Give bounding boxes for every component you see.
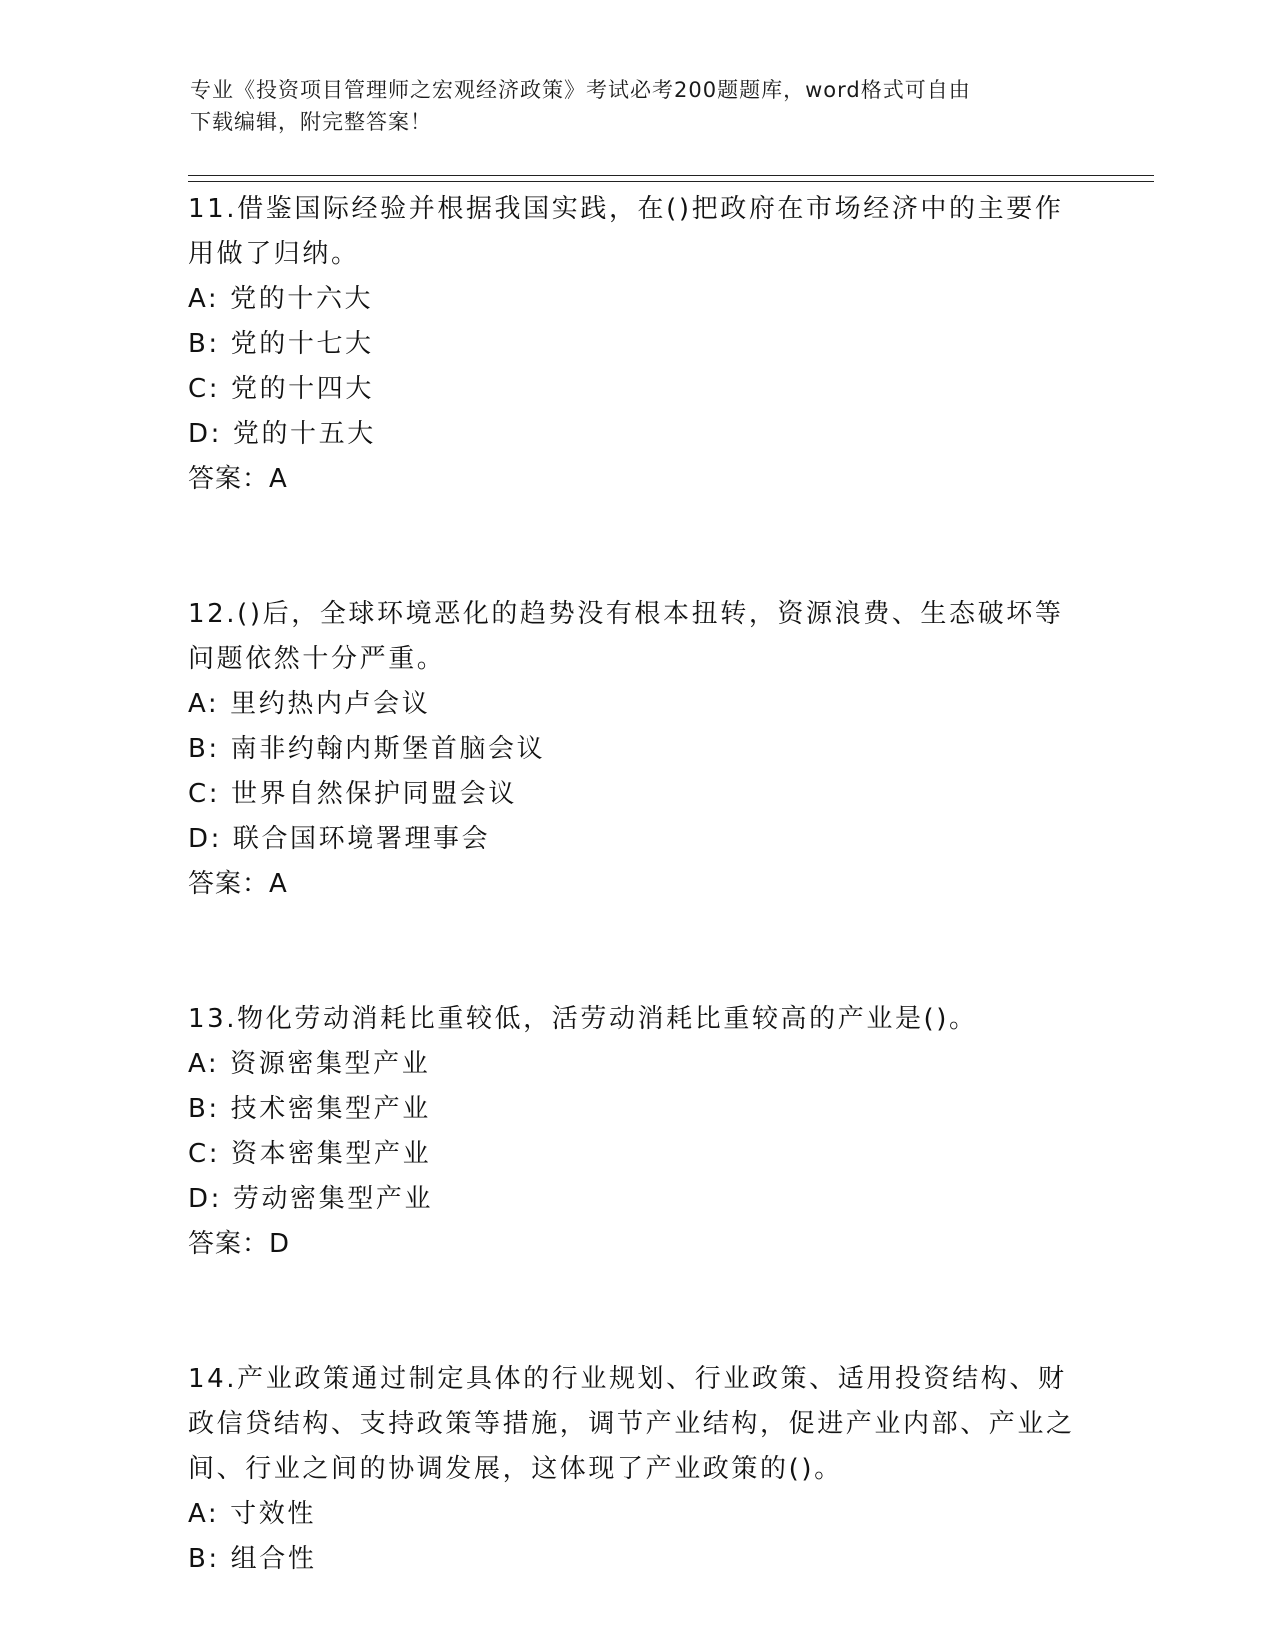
- option-b: B: 党的十七大: [188, 329, 374, 359]
- option-c: C: 党的十四大: [188, 374, 374, 404]
- question-spacer: [188, 1267, 1088, 1357]
- answer: 答案：A: [188, 869, 288, 899]
- question-text: 11.借鉴国际经验并根据我国实践，在()把政府在市场经济中的主要作用做了归纳。: [188, 194, 1064, 269]
- option-c: C: 世界自然保护同盟会议: [188, 779, 517, 809]
- answer: 答案：A: [188, 464, 288, 494]
- option-c: C: 资本密集型产业: [188, 1139, 432, 1169]
- question-12: [188, 592, 1088, 907]
- header-line-2: 下载编辑，附完整答案！: [190, 110, 432, 134]
- question-text: 14.产业政策通过制定具体的行业规划、行业政策、适用投资结构、财政信贷结构、支持政策等措施，调节产业结构，促进产业内部、产业之间、行业之间的协调发展，这体现了产业政策的()。: [188, 1364, 1075, 1484]
- option-a: A: 资源密集型产业: [188, 1049, 431, 1079]
- question-text: 13.物化劳动消耗比重较低，活劳动消耗比重较高的产业是()。: [188, 1004, 978, 1034]
- question-spacer: [188, 907, 1088, 997]
- option-b: B: 南非约翰内斯堡首脑会议: [188, 734, 546, 764]
- question-13: [188, 997, 1088, 1267]
- question-text: 12.()后，全球环境恶化的趋势没有根本扭转，资源浪费、生态破坏等问题依然十分严重。: [188, 599, 1064, 674]
- header-rule-bottom: [188, 181, 1154, 182]
- question-14: [188, 1357, 1088, 1582]
- option-a: A: 党的十六大: [188, 284, 374, 314]
- answer: 答案：D: [188, 1229, 291, 1259]
- question-11: [188, 187, 1088, 502]
- option-b: B: 技术密集型产业: [188, 1094, 431, 1124]
- option-d: D: 联合国环境署理事会: [188, 824, 491, 854]
- question-list: [188, 187, 1088, 1582]
- question-spacer: [188, 502, 1088, 592]
- option-a: A: 寸效性: [188, 1499, 316, 1529]
- header-line-1: 专业《投资项目管理师之宏观经济政策》考试必考200题题库，word格式可自由: [190, 78, 971, 102]
- header-rule-top: [188, 175, 1154, 176]
- option-d: D: 党的十五大: [188, 419, 376, 449]
- option-a: A: 里约热内卢会议: [188, 689, 431, 719]
- option-b: B: 组合性: [188, 1544, 317, 1574]
- document-header: [190, 74, 1070, 138]
- option-d: D: 劳动密集型产业: [188, 1184, 434, 1214]
